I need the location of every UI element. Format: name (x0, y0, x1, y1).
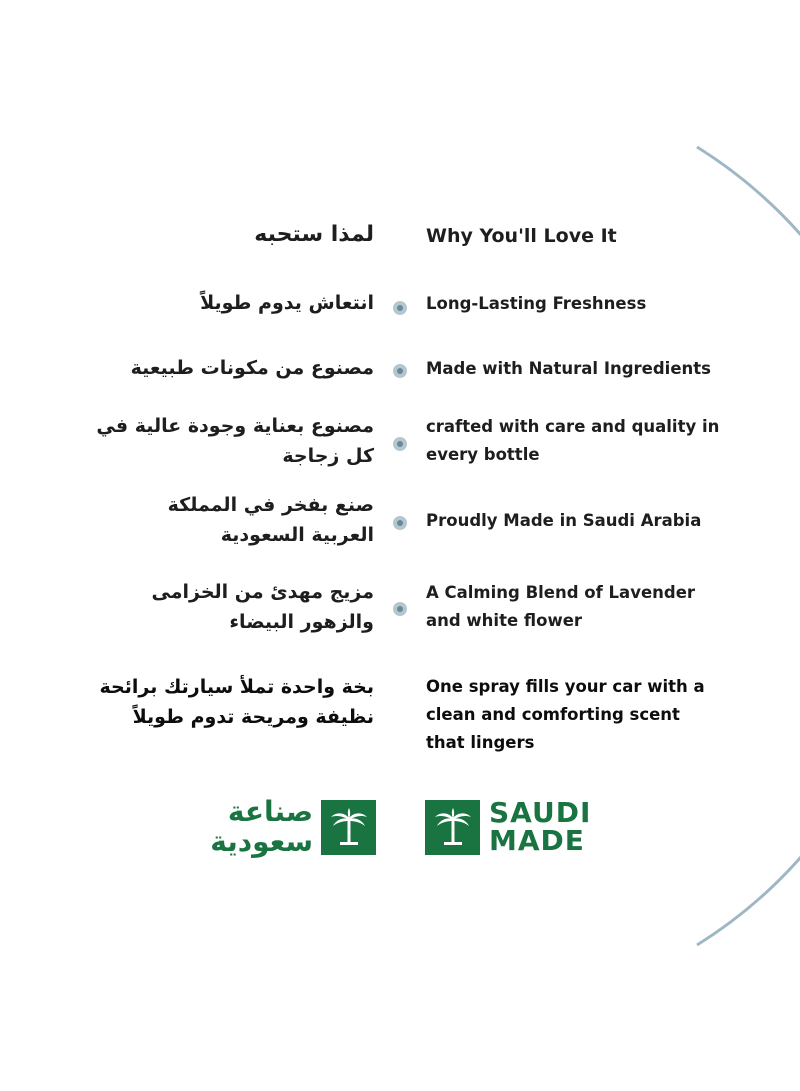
tagline-english: One spray fills your car with a clean and comforting scent that lingers (426, 677, 705, 752)
palm-tree-icon (425, 800, 480, 855)
logo-text-made: MADE (489, 824, 585, 857)
feature-1-arabic: انتعاش يدوم طويلاً (200, 292, 374, 314)
bullet-icon (393, 602, 407, 616)
bullet-icon (393, 516, 407, 530)
heading-english: Why You'll Love It (426, 225, 617, 247)
saudi-made-logo-arabic (210, 795, 376, 858)
logo-text-sinaa: صناعة (227, 795, 313, 828)
logo-text-saudi: SAUDI (489, 796, 592, 829)
feature-5-english: A Calming Blend of Lavender and white flower (426, 583, 696, 630)
feature-2-english: Made with Natural Ingredients (426, 359, 711, 378)
tagline-arabic: بخة واحدة تملأ سيارتك برائحة نظيفة ومريحة تدوم طويلاً (99, 676, 374, 728)
bullet-icon (393, 437, 407, 451)
heading-arabic: لمذا ستحبه (254, 222, 374, 247)
feature-3-english: crafted with care and quality in every bottle (426, 417, 720, 464)
feature-5-arabic: مزيج مهدئ من الخزامى والزهور البيضاء (151, 581, 374, 633)
bullet-icon (393, 364, 407, 378)
feature-1-english: Long-Lasting Freshness (426, 294, 647, 313)
logo-text-saudia: سعودية (210, 825, 313, 858)
bullet-icon (393, 301, 407, 315)
saudi-made-logo-english (425, 798, 591, 856)
feature-2-arabic: مصنوع من مكونات طبيعية (130, 357, 374, 379)
feature-4-english: Proudly Made in Saudi Arabia (426, 511, 702, 530)
palm-tree-icon (321, 800, 376, 855)
feature-4-arabic: صنع بفخر في المملكة العربية السعودية (167, 494, 374, 546)
feature-3-arabic: مصنوع بعناية وجودة عالية في كل زجاجة (96, 415, 374, 467)
